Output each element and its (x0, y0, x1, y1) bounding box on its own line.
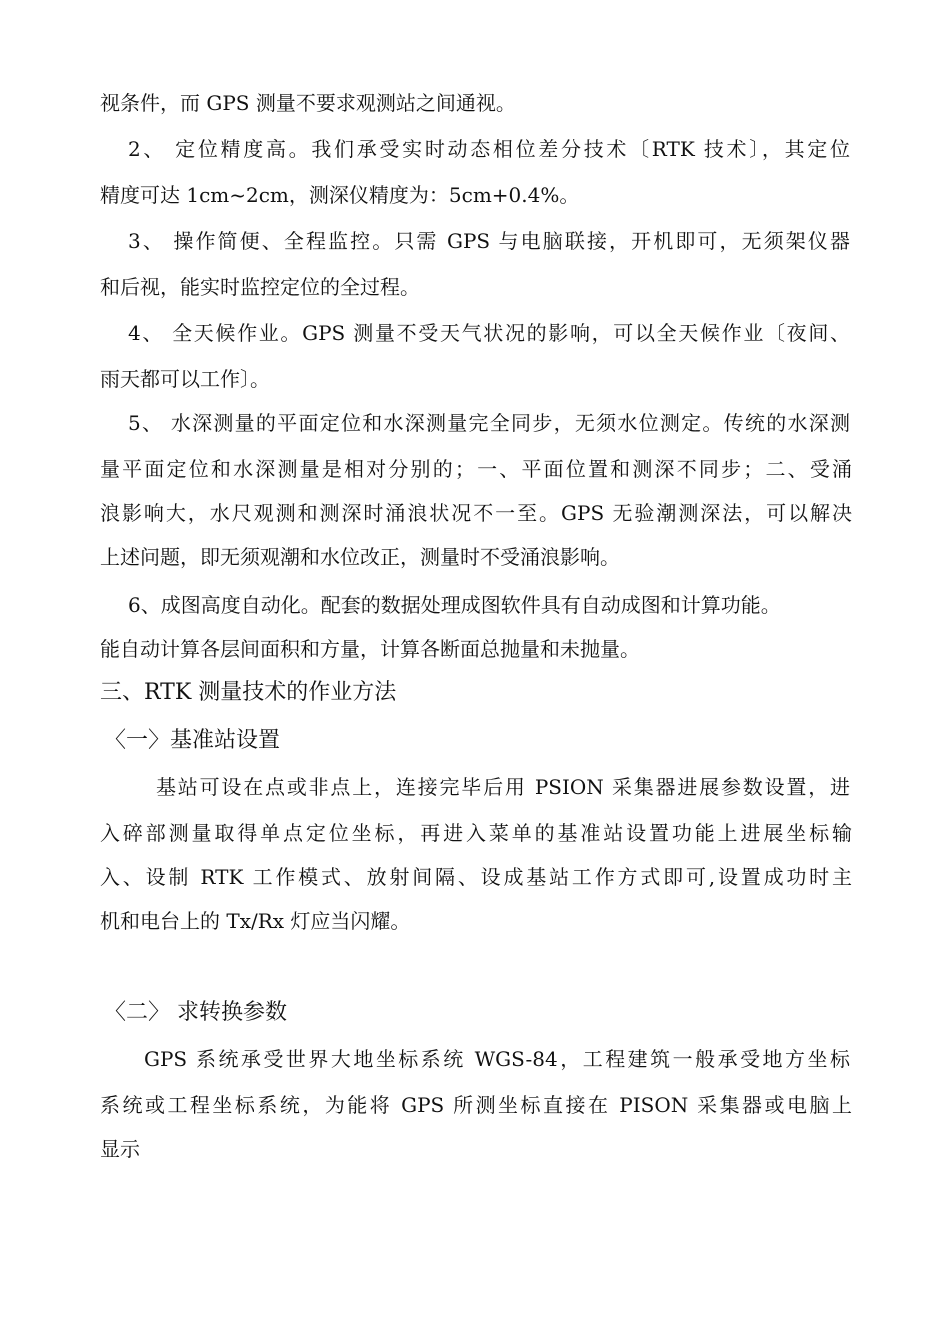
list-item-5-line-1: 5、 水深测量的平面定位和水深测量完全同步，无须水位测定。传统的水深测 (128, 411, 850, 435)
list-item-5-line-4: 上述问题，即无须观潮和水位改正，测量时不受涌浪影响。 (100, 545, 620, 569)
paragraph-2-line-3: 显示 (100, 1137, 140, 1161)
list-item-6-line-2: 能自动计算各层间面积和方量，计算各断面总抛量和未抛量。 (100, 637, 640, 661)
list-item-3-line-2: 和后视，能实时监控定位的全过程。 (100, 275, 420, 299)
text-line-1: 视条件，而 GPS 测量不要求观测站之间通视。 (100, 91, 516, 115)
paragraph-1-line-2: 入碎部测量取得单点定位坐标，再进入菜单的基准站设置功能上进展坐标输 (100, 821, 852, 845)
subsection-heading-2: 〈二〉 求转换参数 (104, 1000, 287, 1025)
paragraph-1-line-1: 基站可设在点或非点上，连接完毕后用 PSION 采集器进展参数设置，进 (156, 775, 850, 799)
list-item-5-line-2: 量平面定位和水深测量是相对分别的；一、平面位置和测深不同步；二、受涌 (100, 457, 852, 481)
list-item-6-line-1: 6、成图高度自动化。配套的数据处理成图软件具有自动成图和计算功能。 (128, 593, 781, 617)
subsection-heading-1: 〈一〉基准站设置 (104, 728, 281, 753)
paragraph-2-line-2: 系统或工程坐标系统，为能将 GPS 所测坐标直接在 PISON 采集器或电脑上 (100, 1093, 852, 1117)
paragraph-1-line-4: 机和电台上的 Tx/Rx 灯应当闪耀。 (100, 909, 411, 933)
list-item-4-line-1: 4、 全天候作业。GPS 测量不受天气状况的影响，可以全天候作业〔夜间、 (128, 321, 850, 345)
section-heading: 三、RTK 测量技术的作业方法 (100, 680, 397, 705)
list-item-2-line-2: 精度可达 1cm~2cm，测深仪精度为：5cm+0.4%。 (100, 183, 580, 207)
list-item-2-line-1: 2、 定位精度高。我们承受实时动态相位差分技术〔RTK 技术〕，其定位 (128, 137, 850, 161)
paragraph-1-line-3: 入、设制 RTK 工作模式、放射间隔、设成基站工作方式即可,设置成功时主 (100, 865, 852, 889)
list-item-4-line-2: 雨天都可以工作〕。 (100, 367, 270, 391)
paragraph-2-line-1: GPS 系统承受世界大地坐标系统 WGS-84，工程建筑一般承受地方坐标 (144, 1047, 850, 1071)
list-item-5-line-3: 浪影响大，水尺观测和测深时涌浪状况不一至。GPS 无验潮测深法，可以解决 (100, 501, 852, 525)
list-item-3-line-1: 3、 操作简便、全程监控。只需 GPS 与电脑联接，开机即可，无须架仪器 (128, 229, 850, 253)
